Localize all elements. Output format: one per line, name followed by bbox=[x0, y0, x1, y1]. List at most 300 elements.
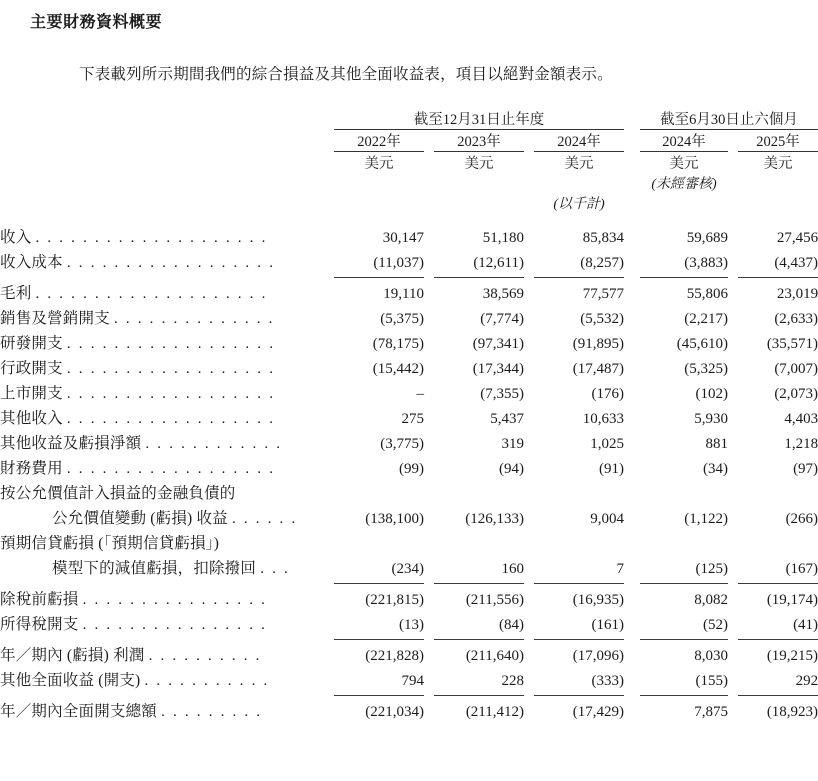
cell-value bbox=[534, 528, 624, 553]
currency-header-gap bbox=[524, 152, 534, 173]
table-row bbox=[0, 665, 818, 690]
cell-gap bbox=[624, 328, 640, 353]
cell-value: (221,828) bbox=[365, 648, 424, 664]
cell-gap bbox=[424, 553, 434, 578]
year-header-gap bbox=[0, 130, 334, 151]
note-gap bbox=[728, 193, 738, 213]
cell-gap bbox=[524, 478, 534, 503]
dot-leader: . . . . . . . . . . . . . . . . . . bbox=[66, 386, 276, 402]
note-gap bbox=[334, 173, 424, 193]
cell-value: (34) bbox=[703, 461, 729, 477]
cell-value: 77,577 bbox=[582, 286, 625, 302]
cell-value: (5,375) bbox=[380, 311, 424, 327]
cell-value: (1,122) bbox=[684, 511, 729, 527]
row-label-text: 財務費用 bbox=[0, 460, 63, 477]
table-row bbox=[0, 428, 818, 453]
note-gap bbox=[624, 193, 640, 213]
year-header-2: 2023年 bbox=[457, 134, 501, 150]
row-label-text: 年／期內 (虧損) 利潤 bbox=[0, 647, 145, 664]
dot-leader: . . . . . . . . . . . . . . . . bbox=[82, 592, 268, 608]
spacer-cell bbox=[728, 213, 738, 222]
table-row bbox=[0, 278, 818, 303]
cell-value: 794 bbox=[401, 673, 424, 689]
cell-value: (161) bbox=[591, 617, 625, 633]
cell-gap bbox=[624, 478, 640, 503]
year-header-gap bbox=[524, 130, 534, 151]
cell-value: (221,815) bbox=[365, 592, 424, 608]
row-label-text: 所得稅開支 bbox=[0, 616, 79, 633]
table-row bbox=[0, 453, 818, 478]
note-gap bbox=[334, 193, 424, 213]
cell-value bbox=[640, 528, 728, 553]
cell-value: 27,456 bbox=[776, 230, 818, 246]
cell-gap bbox=[624, 453, 640, 478]
year-header-3: 2024年 bbox=[557, 134, 601, 150]
table-row bbox=[0, 696, 818, 721]
cell-gap bbox=[524, 665, 534, 690]
group-header-interim: 截至6月30日止六個月 bbox=[660, 112, 798, 128]
table-row bbox=[0, 478, 818, 503]
cell-value: (91,895) bbox=[572, 336, 625, 352]
dot-leader: . . . . . . . . . . . . . . bbox=[113, 311, 275, 327]
cell-value bbox=[334, 478, 424, 503]
cell-value: 8,030 bbox=[694, 648, 729, 664]
currency-header-gap bbox=[424, 152, 434, 173]
dot-leader: . . . . . . . . . . . . . . . . . . bbox=[66, 411, 276, 427]
cell-gap bbox=[424, 528, 434, 553]
cell-value: 1,218 bbox=[784, 436, 818, 452]
cell-value: (7,355) bbox=[480, 386, 524, 402]
cell-value: 10,633 bbox=[582, 411, 625, 427]
cell-gap bbox=[624, 528, 640, 553]
cell-gap bbox=[524, 503, 534, 528]
cell-gap bbox=[524, 378, 534, 403]
cell-value bbox=[534, 478, 624, 503]
cell-gap bbox=[524, 303, 534, 328]
year-header-5: 2025年 bbox=[756, 134, 800, 150]
cell-value: (102) bbox=[695, 386, 729, 402]
row-label bbox=[0, 640, 334, 665]
cell-value: 30,147 bbox=[382, 230, 424, 246]
cell-gap bbox=[424, 696, 434, 721]
cell-value: 38,569 bbox=[482, 286, 524, 302]
currency-header-5: 美元 bbox=[763, 156, 793, 172]
row-label bbox=[0, 303, 334, 328]
cell-value: (35,571) bbox=[766, 336, 818, 352]
cell-gap bbox=[728, 403, 738, 428]
cell-value: (97,341) bbox=[472, 336, 524, 352]
cell-gap bbox=[524, 403, 534, 428]
year-header-4: 2024年 bbox=[662, 134, 706, 150]
note-gap bbox=[524, 173, 534, 193]
cell-value: 4,403 bbox=[784, 411, 818, 427]
cell-gap bbox=[728, 428, 738, 453]
cell-value: (78,175) bbox=[372, 336, 424, 352]
cell-value: (5,532) bbox=[580, 311, 625, 327]
cell-value bbox=[640, 478, 728, 503]
cell-gap bbox=[624, 247, 640, 272]
row-label bbox=[0, 453, 334, 478]
cell-gap bbox=[424, 403, 434, 428]
dot-leader: . . . . . . . . . bbox=[161, 704, 263, 720]
cell-value: (5,325) bbox=[684, 361, 729, 377]
cell-value: 55,806 bbox=[686, 286, 729, 302]
header-label-spacer bbox=[0, 108, 334, 129]
cell-value: (138,100) bbox=[365, 511, 424, 527]
table-row bbox=[0, 584, 818, 609]
year-header-gap bbox=[728, 130, 738, 151]
cell-value: 85,834 bbox=[582, 230, 625, 246]
row-label-text: 預期信貸虧損 (「預期信貸虧損」) bbox=[0, 535, 220, 552]
note-gap bbox=[424, 173, 434, 193]
row-label-text: 年／期內全面開支總額 bbox=[0, 703, 158, 720]
row-label bbox=[0, 222, 334, 247]
cell-gap bbox=[424, 453, 434, 478]
row-label-text: 模型下的減值虧損，扣除撥回 bbox=[52, 560, 257, 577]
cell-gap bbox=[424, 328, 434, 353]
cell-gap bbox=[524, 696, 534, 721]
cell-value bbox=[334, 528, 424, 553]
cell-value: (125) bbox=[695, 561, 729, 577]
currency-header-3: 美元 bbox=[564, 156, 594, 172]
dot-leader: . . . bbox=[260, 561, 290, 577]
cell-value: (3,883) bbox=[684, 255, 729, 271]
row-label bbox=[0, 503, 334, 528]
cell-value: (18,923) bbox=[766, 704, 818, 720]
cell-gap bbox=[424, 353, 434, 378]
cell-gap bbox=[524, 553, 534, 578]
row-label-text: 除稅前虧損 bbox=[0, 591, 79, 608]
cell-gap bbox=[624, 553, 640, 578]
dot-leader: . . . . . . . . . . . . . . . . . . bbox=[66, 461, 276, 477]
cell-gap bbox=[728, 478, 738, 503]
cell-value: (13) bbox=[399, 617, 424, 633]
cell-gap bbox=[728, 665, 738, 690]
cell-value: (176) bbox=[591, 386, 625, 402]
cell-gap bbox=[624, 609, 640, 634]
cell-value: (126,133) bbox=[465, 511, 524, 527]
row-label-text: 上市開支 bbox=[0, 385, 63, 402]
cell-gap bbox=[424, 478, 434, 503]
cell-value: 23,019 bbox=[776, 286, 818, 302]
cell-value: – bbox=[416, 386, 424, 402]
cell-value: 160 bbox=[501, 561, 524, 577]
spacer-cell bbox=[0, 213, 334, 222]
cell-gap bbox=[728, 584, 738, 609]
note-gap bbox=[524, 193, 534, 213]
cell-value: 228 bbox=[501, 673, 524, 689]
cell-gap bbox=[424, 247, 434, 272]
cell-value: (99) bbox=[399, 461, 424, 477]
cell-gap bbox=[728, 353, 738, 378]
cell-value bbox=[434, 478, 524, 503]
table-header-group bbox=[0, 108, 818, 222]
dot-leader: . . . . . . . . . . . . . . . . . . bbox=[66, 255, 276, 271]
cell-value: (7,007) bbox=[774, 361, 818, 377]
table-row bbox=[0, 609, 818, 634]
row-label bbox=[0, 553, 334, 578]
dot-leader: . . . . . . . . . . . . . . . . bbox=[82, 617, 268, 633]
cell-value: (211,412) bbox=[465, 704, 524, 720]
row-label bbox=[0, 584, 334, 609]
row-label-text: 其他全面收益 (開支) bbox=[0, 672, 141, 689]
cell-value: (11,037) bbox=[373, 255, 424, 271]
group-gap bbox=[624, 108, 640, 129]
cell-value: (45,610) bbox=[676, 336, 729, 352]
row-label-text: 收入成本 bbox=[0, 254, 63, 271]
cell-gap bbox=[624, 303, 640, 328]
cell-gap bbox=[424, 278, 434, 303]
cell-gap bbox=[524, 609, 534, 634]
note-gap bbox=[640, 193, 728, 213]
cell-value: (211,640) bbox=[465, 648, 524, 664]
cell-value: 19,110 bbox=[383, 286, 424, 302]
cell-value: (94) bbox=[499, 461, 524, 477]
note-gap bbox=[624, 173, 640, 193]
unaudited-note: (未經審核) bbox=[651, 177, 717, 192]
note-gap bbox=[0, 193, 334, 213]
spacer-cell bbox=[624, 213, 640, 222]
table-row bbox=[0, 403, 818, 428]
page-title: 主要財務資料概要 bbox=[30, 14, 163, 31]
row-label bbox=[0, 478, 334, 503]
dot-leader: . . . . . . . . . . . . . . . . . . bbox=[66, 336, 276, 352]
cell-gap bbox=[624, 665, 640, 690]
row-label bbox=[0, 328, 334, 353]
cell-gap bbox=[728, 453, 738, 478]
cell-gap bbox=[624, 428, 640, 453]
cell-gap bbox=[424, 303, 434, 328]
note-gap bbox=[0, 173, 334, 193]
cell-gap bbox=[728, 278, 738, 303]
cell-gap bbox=[424, 609, 434, 634]
cell-value: 5,930 bbox=[694, 411, 729, 427]
row-label-text: 銷售及營銷開支 bbox=[0, 310, 110, 327]
cell-gap bbox=[728, 247, 738, 272]
row-label bbox=[0, 428, 334, 453]
cell-value: (4,437) bbox=[774, 255, 818, 271]
cell-value: (17,487) bbox=[572, 361, 625, 377]
note-gap bbox=[434, 173, 524, 193]
cell-value: 292 bbox=[795, 673, 818, 689]
cell-gap bbox=[728, 696, 738, 721]
row-label-text: 毛利 bbox=[0, 285, 32, 302]
cell-value: 7,875 bbox=[694, 704, 729, 720]
table-row bbox=[0, 222, 818, 247]
unaudited-note-row bbox=[0, 173, 818, 193]
cell-gap bbox=[524, 353, 534, 378]
cell-gap bbox=[424, 503, 434, 528]
spacer-cell bbox=[524, 213, 534, 222]
cell-value: (2,073) bbox=[774, 386, 818, 402]
cell-gap bbox=[624, 378, 640, 403]
cell-value: (3,775) bbox=[380, 436, 424, 452]
table-row bbox=[0, 247, 818, 272]
row-label bbox=[0, 278, 334, 303]
spacer-cell bbox=[738, 213, 818, 222]
row-label bbox=[0, 665, 334, 690]
cell-value bbox=[738, 478, 818, 503]
year-header-gap bbox=[424, 130, 434, 151]
currency-header-2: 美元 bbox=[464, 156, 494, 172]
cell-value: (221,034) bbox=[365, 704, 424, 720]
note-gap bbox=[434, 193, 524, 213]
table-row bbox=[0, 303, 818, 328]
cell-gap bbox=[624, 222, 640, 247]
cell-value: (17,096) bbox=[572, 648, 625, 664]
row-label bbox=[0, 403, 334, 428]
cell-gap bbox=[524, 428, 534, 453]
cell-gap bbox=[524, 640, 534, 665]
row-label-text: 收入 bbox=[0, 229, 32, 246]
cell-gap bbox=[424, 584, 434, 609]
cell-gap bbox=[424, 665, 434, 690]
financial-statement-table bbox=[0, 108, 818, 721]
spacer-cell bbox=[334, 213, 424, 222]
cell-gap bbox=[624, 353, 640, 378]
cell-value: (167) bbox=[785, 561, 818, 577]
cell-value: 7 bbox=[616, 561, 625, 577]
cell-gap bbox=[728, 303, 738, 328]
cell-gap bbox=[524, 328, 534, 353]
cell-value: (16,935) bbox=[572, 592, 625, 608]
header-body-spacer bbox=[0, 213, 818, 222]
cell-gap bbox=[424, 640, 434, 665]
cell-value bbox=[434, 528, 524, 553]
cell-value: 319 bbox=[501, 436, 524, 452]
table-row bbox=[0, 503, 818, 528]
cell-value: 881 bbox=[705, 436, 729, 452]
dot-leader: . . . . . . . . . . . . . . . . . . . . bbox=[35, 230, 268, 246]
dot-leader: . . . . . . . . . . . . bbox=[145, 436, 283, 452]
cell-value: (155) bbox=[695, 673, 729, 689]
cell-gap bbox=[728, 640, 738, 665]
row-label-text: 公允價值變動 (虧損) 收益 bbox=[52, 510, 228, 527]
cell-gap bbox=[424, 378, 434, 403]
row-label bbox=[0, 528, 334, 553]
dot-leader: . . . . . . bbox=[231, 511, 298, 527]
cell-value: (15,442) bbox=[372, 361, 424, 377]
spacer-cell bbox=[640, 213, 728, 222]
currency-header-row bbox=[0, 152, 818, 173]
cell-value: (19,215) bbox=[766, 648, 818, 664]
year-header-1: 2022年 bbox=[357, 134, 401, 150]
row-label bbox=[0, 353, 334, 378]
cell-gap bbox=[728, 528, 738, 553]
cell-value: (333) bbox=[591, 673, 625, 689]
table-row bbox=[0, 640, 818, 665]
cell-value: (2,217) bbox=[684, 311, 729, 327]
cell-value: (91) bbox=[599, 461, 625, 477]
intro-paragraph: 下表載列所示期間我們的綜合損益及其他全面收益表，項目以絕對金額表示。 bbox=[79, 66, 613, 83]
cell-gap bbox=[424, 428, 434, 453]
row-label bbox=[0, 378, 334, 403]
cell-value: 9,004 bbox=[590, 511, 625, 527]
table-body-group bbox=[0, 222, 818, 721]
cell-gap bbox=[524, 222, 534, 247]
row-label-text: 其他收益及虧損淨額 bbox=[0, 435, 142, 452]
note-gap bbox=[424, 193, 434, 213]
cell-value: (97) bbox=[793, 461, 818, 477]
group-header-row bbox=[0, 108, 818, 129]
currency-header-gap bbox=[728, 152, 738, 173]
cell-value: (84) bbox=[499, 617, 524, 633]
cell-value: 1,025 bbox=[590, 436, 625, 452]
cell-gap bbox=[624, 696, 640, 721]
row-label-text: 行政開支 bbox=[0, 360, 63, 377]
spacer-cell bbox=[424, 213, 434, 222]
note-gap bbox=[728, 173, 738, 193]
cell-gap bbox=[524, 453, 534, 478]
cell-value: (17,344) bbox=[472, 361, 524, 377]
cell-value: 59,689 bbox=[686, 230, 729, 246]
table-row bbox=[0, 528, 818, 553]
cell-gap bbox=[728, 378, 738, 403]
row-label-text: 按公允價值計入損益的金融負債的 bbox=[0, 485, 236, 502]
row-label bbox=[0, 696, 334, 721]
cell-value: (41) bbox=[793, 617, 818, 633]
cell-value: (7,774) bbox=[480, 311, 524, 327]
dot-leader: . . . . . . . . . . . bbox=[144, 673, 270, 689]
cell-gap bbox=[728, 609, 738, 634]
cell-gap bbox=[624, 278, 640, 303]
spacer-cell bbox=[534, 213, 624, 222]
currency-header-gap bbox=[624, 152, 640, 173]
cell-gap bbox=[728, 328, 738, 353]
table-row bbox=[0, 328, 818, 353]
cell-value: (52) bbox=[703, 617, 729, 633]
spacer-cell bbox=[434, 213, 524, 222]
table-row bbox=[0, 553, 818, 578]
cell-value: 8,082 bbox=[694, 592, 729, 608]
dot-leader: . . . . . . . . . . . . . . . . . . . . bbox=[35, 286, 268, 302]
cell-gap bbox=[524, 584, 534, 609]
cell-gap bbox=[624, 640, 640, 665]
row-label-text: 其他收入 bbox=[0, 410, 63, 427]
thousands-note-row bbox=[0, 193, 818, 213]
group-header-annual: 截至12月31日止年度 bbox=[413, 112, 545, 128]
note-gap bbox=[738, 193, 818, 213]
cell-value: (17,429) bbox=[572, 704, 625, 720]
currency-header-1: 美元 bbox=[364, 156, 394, 172]
note-gap bbox=[738, 173, 818, 193]
thousands-note: (以千計) bbox=[553, 197, 605, 212]
cell-value: (2,633) bbox=[774, 311, 818, 327]
cell-value: 275 bbox=[401, 411, 424, 427]
cell-gap bbox=[624, 503, 640, 528]
cell-gap bbox=[524, 278, 534, 303]
cell-gap bbox=[524, 247, 534, 272]
cell-gap bbox=[728, 222, 738, 247]
year-header-gap bbox=[624, 130, 640, 151]
cell-value: (12,611) bbox=[473, 255, 524, 271]
row-label bbox=[0, 609, 334, 634]
cell-value: 51,180 bbox=[482, 230, 524, 246]
table-row bbox=[0, 353, 818, 378]
cell-gap bbox=[728, 503, 738, 528]
cell-value bbox=[738, 528, 818, 553]
cell-value: 5,437 bbox=[490, 411, 524, 427]
cell-value: (19,174) bbox=[766, 592, 818, 608]
cell-gap bbox=[424, 222, 434, 247]
cell-value: (211,556) bbox=[465, 592, 524, 608]
table-row bbox=[0, 378, 818, 403]
dot-leader: . . . . . . . . . . bbox=[148, 648, 262, 664]
row-label bbox=[0, 247, 334, 272]
currency-header-gap bbox=[0, 152, 334, 173]
currency-header-4: 美元 bbox=[669, 156, 699, 172]
cell-gap bbox=[624, 403, 640, 428]
